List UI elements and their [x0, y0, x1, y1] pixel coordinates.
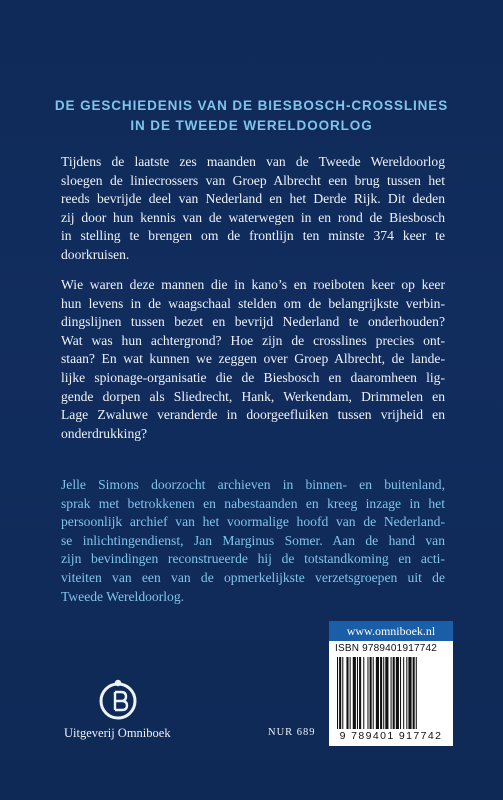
text-line: dingslijnen tussen bezet en bevrijd Nederland te onderhouden?	[61, 314, 445, 330]
text-line: onderdrukking?	[61, 425, 148, 441]
text-line: se inlichtingendienst, Jan Marginus Somer. Aan de hand van	[61, 532, 445, 548]
text-line: Wie waren deze mannen die in kano’s en roeiboten keer op keer	[61, 277, 445, 292]
barcode-panel	[329, 621, 453, 746]
blurb-paragraph-2	[61, 276, 445, 443]
isbn-digits: 9 789401 917742	[339, 730, 443, 742]
text-line: sprak met betrokkenen en nabestaanden en kreeg inzage in het	[61, 495, 445, 511]
barcode-icon	[337, 657, 447, 729]
website-url: www.omniboek.nl	[329, 621, 453, 641]
text-line: doorkruisen.	[61, 246, 130, 262]
text-line: gende dorpen als Sliedrecht, Hank, Werkendam, Drimmelen en	[61, 388, 445, 404]
heading-line-2: IN DE TWEEDE WERELDOORLOG	[130, 118, 373, 133]
text-line: sloegen de liniecrossers van Groep Albrecht een brug tussen het	[61, 172, 445, 188]
text-line: Jelle Simons doorzocht archieven in binnen- en buitenland,	[61, 477, 445, 492]
nur-code: NUR 689	[268, 727, 316, 738]
text-line: Tweede Wereldoorlog.	[61, 588, 185, 604]
text-line: in stelling te brengen om de frontlijn ten minste 374 keer te	[61, 228, 445, 244]
heading-line-1: DE GESCHIEDENIS VAN DE BIESBOSCH-CROSSLINES	[54, 98, 449, 113]
text-line: hun levens in de waagschaal stelden om de belangrijkste verbin-	[61, 295, 445, 311]
blurb-paragraph-1	[61, 153, 445, 265]
author-paragraph	[61, 476, 445, 606]
isbn-label: ISBN 9789401917742	[335, 643, 438, 654]
text-line: zijn bevindingen reconstrueerde hij de totstandkoming en acti-	[61, 551, 445, 567]
publisher-name: Uitgeverij Omniboek	[64, 726, 171, 740]
text-line: Tijdens de laatste zes maanden van de Tweede Wereldoorlog	[61, 154, 445, 169]
text-line: viteiten van een van de opmerkelijkste verzetsgroepen uit de	[61, 569, 445, 585]
text-line: Lage Zwaluwe veranderde in doorgeefluiken tussen vrijheid en	[61, 407, 445, 423]
text-line: Wat was hun achtergrond? Hoe zijn de crosslines precies ont-	[61, 332, 445, 348]
omniboek-logo-icon	[95, 677, 141, 723]
text-line: lijke spionage-organisatie die de Biesbosch en daaromheen lig-	[61, 369, 445, 385]
text-line: reeds bevrijde deel van Nederland en het Derde Rijk. Dit deden	[61, 191, 445, 207]
text-line: zij door hun kennis van de waterwegen in en rond de Biesbosch	[61, 209, 445, 225]
text-line: staan? En wat kunnen we zeggen over Groep Albrecht, de lande-	[61, 351, 445, 367]
text-line: persoonlijk archief van het voormalige hoofd van de Nederland-	[61, 514, 445, 530]
